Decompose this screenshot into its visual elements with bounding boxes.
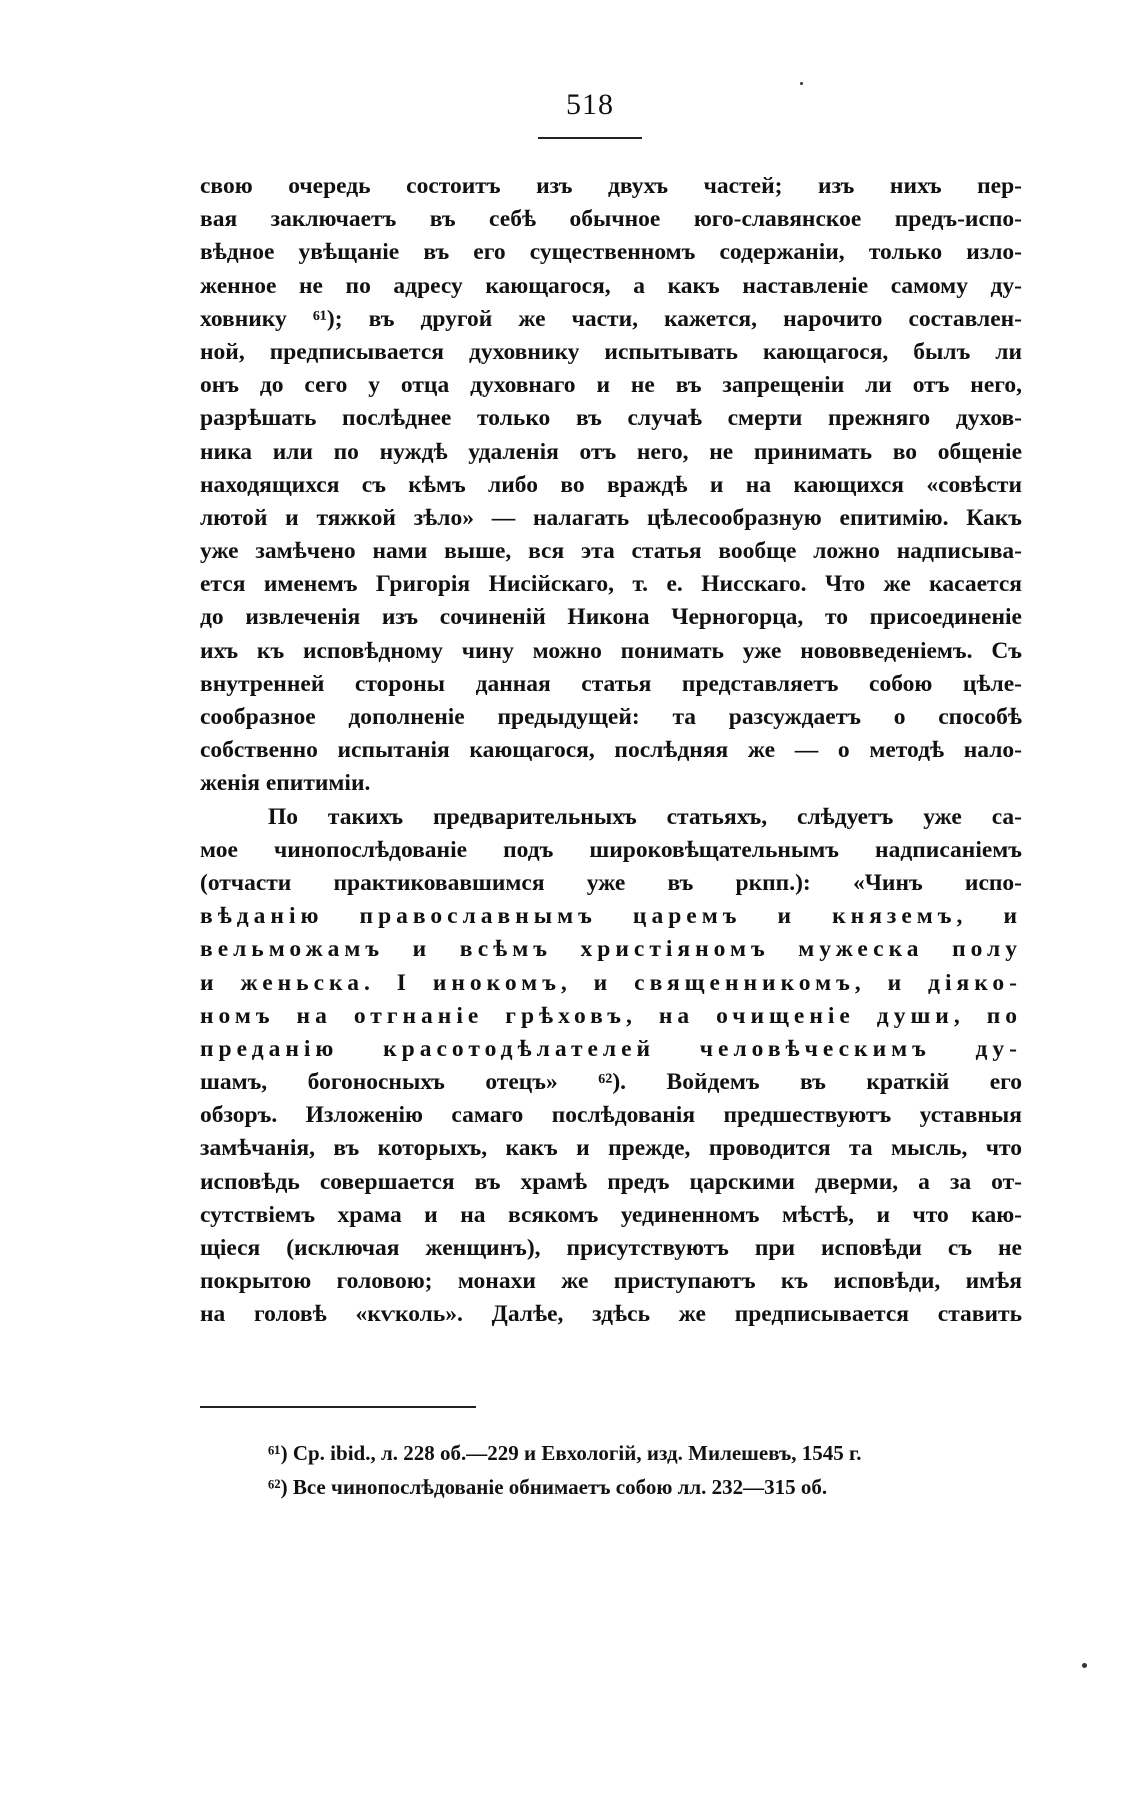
text-line: шамъ, богоносныхъ отецъ» ⁶²). Войдемъ въ краткій его [200, 1069, 1022, 1096]
text-line: ника или по нуждѣ удаленія отъ него, не принимать во общеніе [200, 438, 1022, 465]
footnote: ⁶¹) Ср. ibid., л. 228 об.—229 и Евхологій, изд. Милешевъ, 1545 г. [268, 1441, 862, 1465]
page-number: 518 [566, 88, 614, 121]
text-line: на головѣ «кѵколь». Далѣе, здѣсь же предписывается ставить [200, 1301, 1022, 1328]
text-line: исповѣдь совершается въ храмѣ предъ царскими дверми, а за от- [200, 1168, 1022, 1195]
text-line: свою очередь состоитъ изъ двухъ частей; изъ нихъ пер- [200, 173, 1022, 199]
main-text [200, 170, 1022, 1332]
text-line: вѣдное увѣщаніе въ его существенномъ содержаніи, только изло- [200, 239, 1022, 266]
text-line: ется именемъ Григорія Нисійскаго, т. е. Нисскаго. Что же касается [200, 571, 1022, 598]
text-line: вѣданію православнымъ царемъ и княземъ, и [200, 903, 1022, 930]
text-line: обзоръ. Изложенію самаго послѣдованія предшествуютъ уставныя [200, 1102, 1022, 1129]
text-line: до извлеченія изъ сочиненій Никона Черногорца, то присоединеніе [200, 604, 1022, 631]
text-line: сутствіемъ храма и на всякомъ уединенномъ мѣстѣ, и что каю- [200, 1201, 1022, 1228]
text-line: мое чинопослѣдованіе подъ широковѣщательнымъ надписаніемъ [200, 836, 1022, 863]
text-line: вельможамъ и всѣмъ христіяномъ мужеска полу [200, 936, 1022, 963]
text-line: преданію красотодѣлателей человѣческимъ ду- [200, 1035, 1022, 1062]
text-line: и женьска. І инокомъ, и священникомъ, и діяко- [200, 969, 1022, 996]
scan-speck [800, 82, 803, 85]
footnote: ⁶²) Все чинопослѣдованіе обнимаетъ собою лл. 232—315 об. [268, 1475, 828, 1499]
text-line: женія епитиміи. [200, 770, 371, 797]
footnote-rule [200, 1406, 476, 1408]
text-line: вая заключаетъ въ себѣ обычное юго-славянское предъ-испо- [200, 206, 1022, 233]
text-line: ихъ къ исповѣдному чину можно понимать уже нововведеніемъ. Съ [200, 637, 1022, 664]
footnotes [268, 1436, 1028, 1504]
text-line: номъ на отгнаніе грѣховъ, на очищеніе души, по [200, 1002, 1022, 1029]
page-number-rule [538, 137, 642, 139]
text-line: ховнику ⁶¹); въ другой же части, кажется, нарочито составлен- [200, 305, 1022, 332]
text-line: разрѣшать послѣднее только въ случаѣ смерти прежняго духов- [200, 405, 1022, 432]
text-line: сообразное дополненіе предыдущей: та разсуждаетъ о способѣ [200, 704, 1022, 730]
text-line: ной, предписывается духовнику испытывать кающагося, былъ ли [200, 338, 1022, 365]
scan-speck [1082, 1663, 1087, 1668]
text-line: замѣчанія, въ которыхъ, какъ и прежде, проводится та мысль, что [200, 1135, 1022, 1162]
text-line: щіеся (исключая женщинъ), присутствуютъ при исповѣди съ не [200, 1235, 1022, 1261]
text-line: уже замѣчено нами выше, вся эта статья вообще ложно надписыва- [200, 538, 1022, 565]
text-line: внутренней стороны данная статья представляетъ собою цѣле- [200, 670, 1022, 697]
text-line: покрытою головою; монахи же приступаютъ къ исповѣди, имѣя [200, 1268, 1022, 1295]
text-line: лютой и тяжкой зѣло» — налагать цѣлесообразную епитимію. Какъ [200, 504, 1022, 531]
text-line: собственно испытанія кающагося, послѣдняя же — о методѣ нало- [200, 737, 1022, 764]
text-line: женное не по адресу кающагося, а какъ наставленіе самому ду- [200, 272, 1022, 299]
text-line: онъ до сего у отца духовнаго и не въ запрещеніи ли отъ него, [200, 372, 1022, 399]
text-line: (отчасти практиковавшимся уже въ ркпп.): «Чинъ испо- [200, 869, 1022, 896]
text-line: находящихся съ кѣмъ либо во враждѣ и на кающихся «совѣсти [200, 471, 1022, 498]
text-line: По такихъ предварительныхъ статьяхъ, слѣдуетъ уже са- [268, 803, 1022, 830]
